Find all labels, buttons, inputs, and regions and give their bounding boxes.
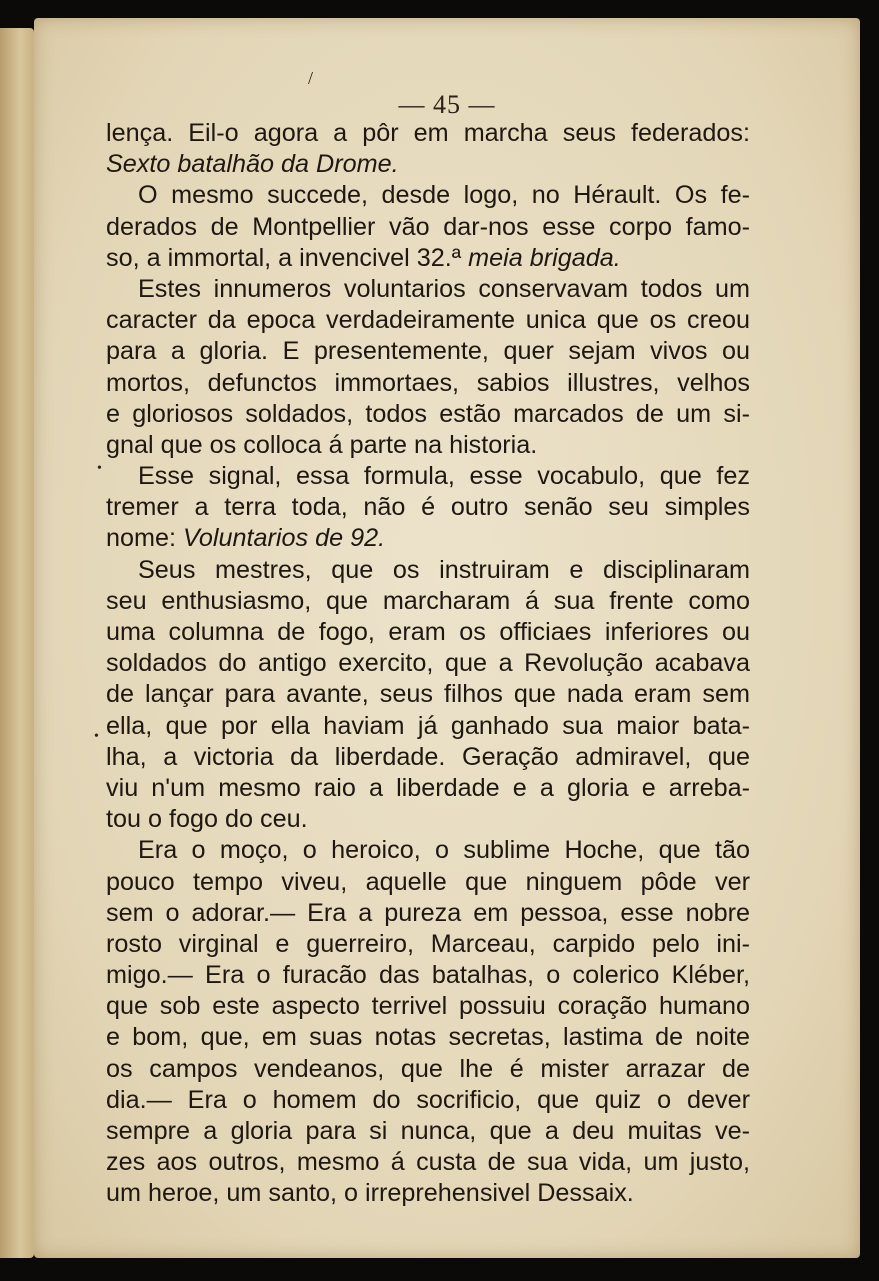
text-line: e gloriosos soldados, todos estão marcados de um si- xyxy=(106,399,750,428)
body-text xyxy=(106,118,750,1210)
text-line: caracter da epoca verdadeiramente unica que os creou xyxy=(106,306,750,335)
text-line: ella, que por ella haviam já ganhado sua maior bata- xyxy=(106,711,750,740)
text-line: viu n'um mesmo raio a liberdade e a gloria e arreba- xyxy=(106,773,750,802)
adjacent-page-edge xyxy=(0,28,34,1258)
text-line: so, a immortal, a invencivel 32.ª meia brigada. xyxy=(106,243,621,272)
text-line: derados de Montpellier vão dar-nos esse corpo famo- xyxy=(106,212,750,241)
text-line: rosto virginal e guerreiro, Marceau, carpido pelo ini- xyxy=(106,929,750,958)
text-line: seu enthusiasmo, que marcharam á sua frente como xyxy=(106,586,750,615)
text-line: tremer a terra toda, não é outro senão seu simples xyxy=(106,493,750,522)
text-line: migo.— Era o furacão das batalhas, o colerico Kléber, xyxy=(106,961,750,990)
text-line: Era o moço, o heroico, o sublime Hoche, que tão xyxy=(138,836,750,865)
text-line: mortos, defunctos immortaes, sabios illustres, velhos xyxy=(106,368,750,397)
text-line: Esse signal, essa formula, esse vocabulo, que fez xyxy=(138,462,750,491)
text-line: para a gloria. E presentemente, quer sejam vivos ou xyxy=(106,337,750,366)
margin-mark: • xyxy=(97,461,102,476)
text-line: O mesmo succede, desde logo, no Hérault. Os fe- xyxy=(138,181,750,210)
margin-mark: • xyxy=(94,729,99,744)
text-line: lha, a victoria da liberdade. Geração admiravel, que xyxy=(106,742,750,771)
text-line: que sob este aspecto terrivel possuiu coração humano xyxy=(106,992,750,1021)
page-number: — 45 — xyxy=(398,90,496,119)
text-line: dia.— Era o homem do socrificio, que quiz o dever xyxy=(106,1085,750,1114)
text-line: pouco tempo viveu, aquelle que ninguem pôde ver xyxy=(106,867,750,896)
text-line: um heroe, um santo, o irreprehensivel Dessaix. xyxy=(106,1179,634,1208)
text-line: Seus mestres, que os instruiram e disciplinaram xyxy=(138,555,750,584)
book-page xyxy=(34,18,860,1258)
text-line: gnal que os colloca á parte na historia. xyxy=(106,430,538,459)
margin-tick-mark: / xyxy=(308,68,314,88)
text-line: os campos vendeanos, que lhe é mister arrazar de xyxy=(106,1054,750,1083)
text-line: lença. Eil-o agora a pôr em marcha seus federados: xyxy=(106,119,750,147)
text-line: e bom, que, em suas notas secretas, lastima de noite xyxy=(106,1023,750,1052)
text-line: sem o adorar.— Era a pureza em pessoa, esse nobre xyxy=(106,898,750,927)
text-line: Estes innumeros voluntarios conservavam todos um xyxy=(138,274,750,303)
text-line: Sexto batalhão da Drome. xyxy=(106,150,399,179)
text-line: tou o fogo do ceu. xyxy=(106,805,308,834)
text-line: uma columna de fogo, eram os officiaes inferiores ou xyxy=(106,618,750,646)
text-line: nome: Voluntarios de 92. xyxy=(106,524,386,553)
text-line: de lançar para avante, seus filhos que nada eram sem xyxy=(106,680,750,709)
text-line: zes aos outros, mesmo á custa de sua vida, um justo, xyxy=(106,1148,750,1177)
text-line: soldados do antigo exercito, que a Revolução acabava xyxy=(106,649,750,678)
text-line: sempre a gloria para si nunca, que a deu muitas ve- xyxy=(106,1117,750,1145)
